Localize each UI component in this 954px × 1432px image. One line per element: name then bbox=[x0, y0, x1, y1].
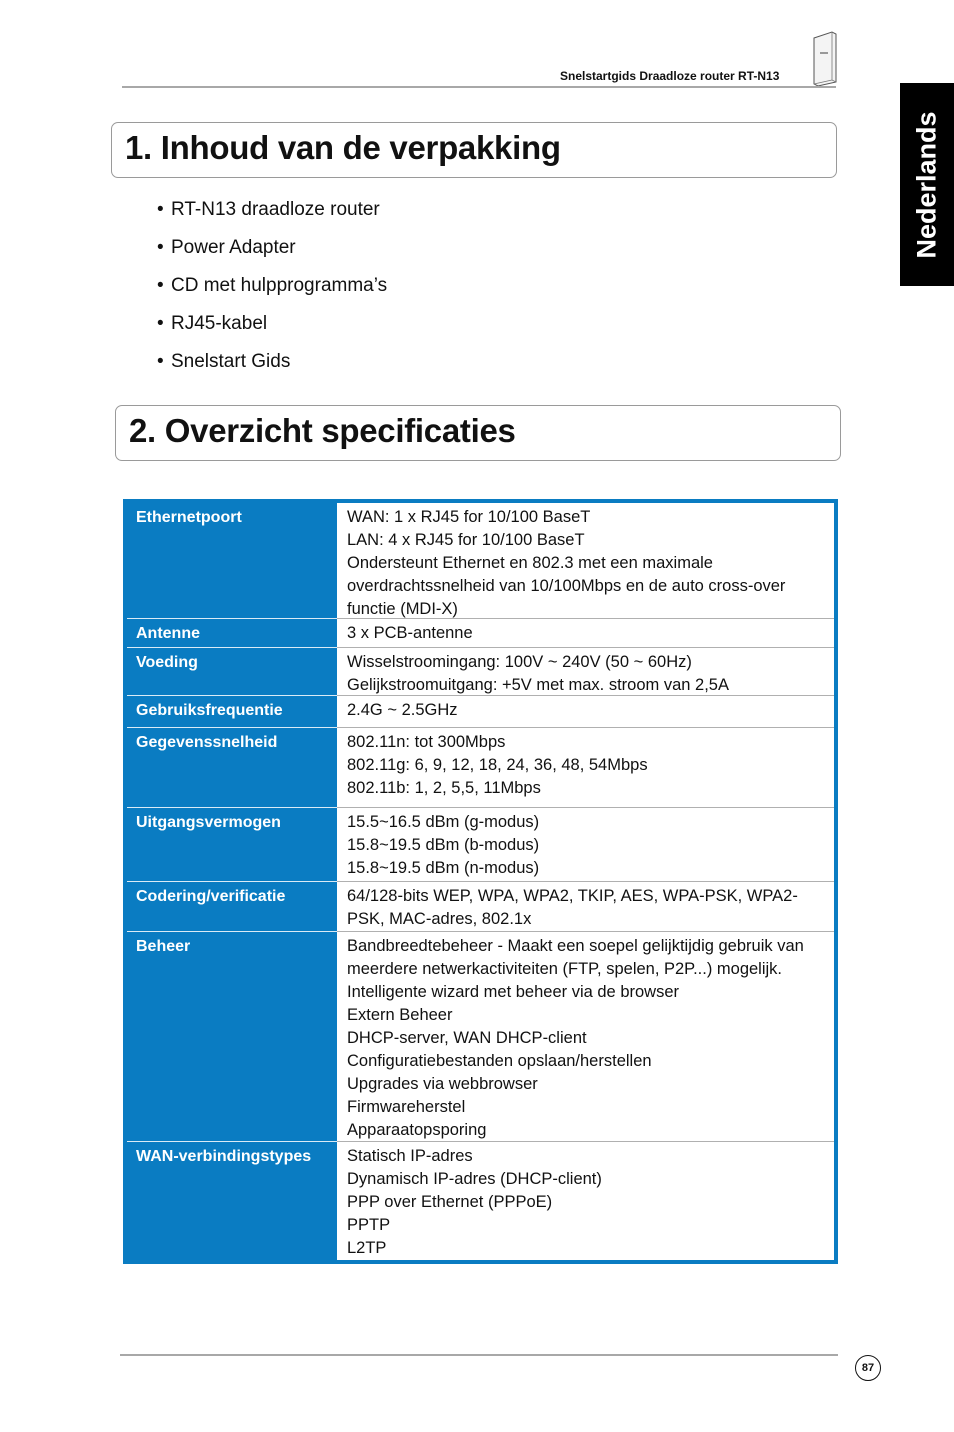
list-item: • CD met hulpprogramma’s bbox=[157, 273, 387, 311]
table-row bbox=[123, 808, 838, 882]
table-row bbox=[123, 619, 838, 648]
spec-value-line: PPP over Ethernet (PPPoE) bbox=[347, 1193, 553, 1211]
spec-value bbox=[337, 932, 834, 1142]
table-row bbox=[123, 1142, 838, 1260]
table-row bbox=[123, 728, 838, 808]
spec-value-line: Extern Beheer bbox=[347, 1006, 453, 1024]
row-divider bbox=[337, 695, 834, 696]
label-divider bbox=[127, 881, 337, 882]
spec-value-line: 15.8~19.5 dBm (b-modus) bbox=[347, 836, 540, 854]
spec-value-line: Apparaatopsporing bbox=[347, 1121, 487, 1139]
language-tab-label: Nederlands bbox=[911, 110, 942, 259]
list-item: • RJ45-kabel bbox=[157, 311, 387, 349]
header-divider bbox=[122, 86, 836, 88]
spec-value-line: Wisselstroomingang: 100V ~ 240V (50 ~ 60Hz) bbox=[347, 653, 692, 671]
spec-value-line: 2.4G ~ 2.5GHz bbox=[347, 701, 458, 719]
row-divider bbox=[337, 727, 834, 728]
table-row bbox=[123, 503, 838, 619]
spec-value-line: Gelijkstroomuitgang: +5V met max. stroom van 2,5A bbox=[347, 676, 729, 694]
label-divider bbox=[127, 647, 337, 648]
router-device-icon bbox=[808, 30, 840, 88]
row-divider bbox=[337, 931, 834, 932]
table-row bbox=[123, 648, 838, 696]
label-divider bbox=[127, 695, 337, 696]
spec-value bbox=[337, 808, 834, 882]
label-divider bbox=[127, 931, 337, 932]
bullet-icon: • bbox=[157, 237, 164, 258]
table-row bbox=[123, 696, 838, 728]
spec-label: Ethernetpoort bbox=[136, 509, 242, 526]
row-divider bbox=[337, 807, 834, 808]
label-divider bbox=[127, 618, 337, 619]
spec-value-line: 802.11g: 6, 9, 12, 18, 24, 36, 48, 54Mbps bbox=[347, 756, 648, 774]
language-tab bbox=[900, 83, 954, 286]
spec-value-line: Bandbreedtebeheer - Maakt een soepel gelijktijdig gebruik van bbox=[347, 937, 804, 955]
spec-value-line: 15.8~19.5 dBm (n-modus) bbox=[347, 859, 540, 877]
section-heading-1: 1. Inhoud van de verpakking bbox=[125, 129, 561, 166]
spec-value-line: Dynamisch IP-adres (DHCP-client) bbox=[347, 1170, 602, 1188]
bullet-icon: • bbox=[157, 199, 164, 220]
list-item: • Snelstart Gids bbox=[157, 349, 387, 387]
spec-value bbox=[337, 1142, 834, 1260]
spec-value bbox=[337, 503, 834, 619]
spec-value-line: Statisch IP-adres bbox=[347, 1147, 473, 1165]
spec-value-line: PSK, MAC-adres, 802.1x bbox=[347, 910, 532, 928]
spec-value bbox=[337, 648, 834, 696]
footer-divider bbox=[120, 1354, 838, 1356]
bullet-icon: • bbox=[157, 351, 164, 372]
spec-value bbox=[337, 882, 834, 932]
spec-label: Gegevenssnelheid bbox=[136, 734, 278, 751]
spec-value-line: 15.5~16.5 dBm (g-modus) bbox=[347, 813, 540, 831]
bullet-icon: • bbox=[157, 313, 164, 334]
spec-value-line: Intelligente wizard met beheer via de browser bbox=[347, 983, 680, 1001]
spec-value-line: L2TP bbox=[347, 1239, 387, 1257]
row-divider bbox=[337, 618, 834, 619]
spec-value-line: 802.11b: 1, 2, 5,5, 11Mbps bbox=[347, 779, 541, 797]
spec-value-line: PPTP bbox=[347, 1216, 391, 1234]
row-divider bbox=[337, 647, 834, 648]
spec-value-line: WAN: 1 x RJ45 for 10/100 BaseT bbox=[347, 508, 591, 526]
spec-label: Codering/verificatie bbox=[136, 888, 286, 905]
spec-label: Voeding bbox=[136, 654, 198, 671]
spec-value bbox=[337, 728, 834, 808]
list-item: • Power Adapter bbox=[157, 235, 387, 273]
spec-value-line: Ondersteunt Ethernet en 802.3 met een maximale bbox=[347, 554, 713, 572]
spec-label: Gebruiksfrequentie bbox=[136, 702, 283, 719]
spec-label: WAN-verbindingstypes bbox=[136, 1148, 312, 1165]
spec-value-line: Upgrades via webbrowser bbox=[347, 1075, 538, 1093]
section-heading-2: 2. Overzicht specificaties bbox=[129, 412, 516, 449]
spec-value-line: meerdere netwerkactiviteiten (FTP, spelen, P2P...) mogelijk. bbox=[347, 960, 783, 978]
spec-value-line: 64/128-bits WEP, WPA, WPA2, TKIP, AES, WPA-PSK, WPA2- bbox=[347, 887, 798, 905]
spec-label: Antenne bbox=[136, 625, 200, 642]
spec-value-line: functie (MDI-X) bbox=[347, 600, 458, 618]
spec-value bbox=[337, 696, 834, 728]
spec-label: Uitgangsvermogen bbox=[136, 814, 281, 831]
label-divider bbox=[127, 1141, 337, 1142]
section-heading-box-1 bbox=[111, 122, 837, 178]
list-item: • RT-N13 draadloze router bbox=[157, 197, 387, 235]
spec-value-line: Configuratiebestanden opslaan/herstellen bbox=[347, 1052, 652, 1070]
row-divider bbox=[337, 881, 834, 882]
running-header: Snelstartgids Draadloze router RT-N13 bbox=[560, 69, 780, 83]
spec-value-line: 802.11n: tot 300Mbps bbox=[347, 733, 506, 751]
table-row bbox=[123, 882, 838, 932]
row-divider bbox=[337, 1141, 834, 1142]
label-divider bbox=[127, 727, 337, 728]
spec-value-line: 3 x PCB-antenne bbox=[347, 624, 473, 642]
page-number: 87 bbox=[855, 1355, 881, 1381]
package-contents-list bbox=[157, 197, 387, 387]
spec-label: Beheer bbox=[136, 938, 191, 955]
label-divider bbox=[127, 807, 337, 808]
bullet-icon: • bbox=[157, 275, 164, 296]
spec-value-line: DHCP-server, WAN DHCP-client bbox=[347, 1029, 587, 1047]
spec-value-line: Firmwareherstel bbox=[347, 1098, 466, 1116]
spec-value-line: overdrachtssnelheid van 10/100Mbps en de auto cross-over bbox=[347, 577, 786, 595]
spec-value bbox=[337, 619, 834, 648]
spec-value-line: LAN: 4 x RJ45 for 10/100 BaseT bbox=[347, 531, 585, 549]
table-row bbox=[123, 932, 838, 1142]
section-heading-box-2 bbox=[115, 405, 841, 461]
specifications-table bbox=[123, 499, 838, 1264]
